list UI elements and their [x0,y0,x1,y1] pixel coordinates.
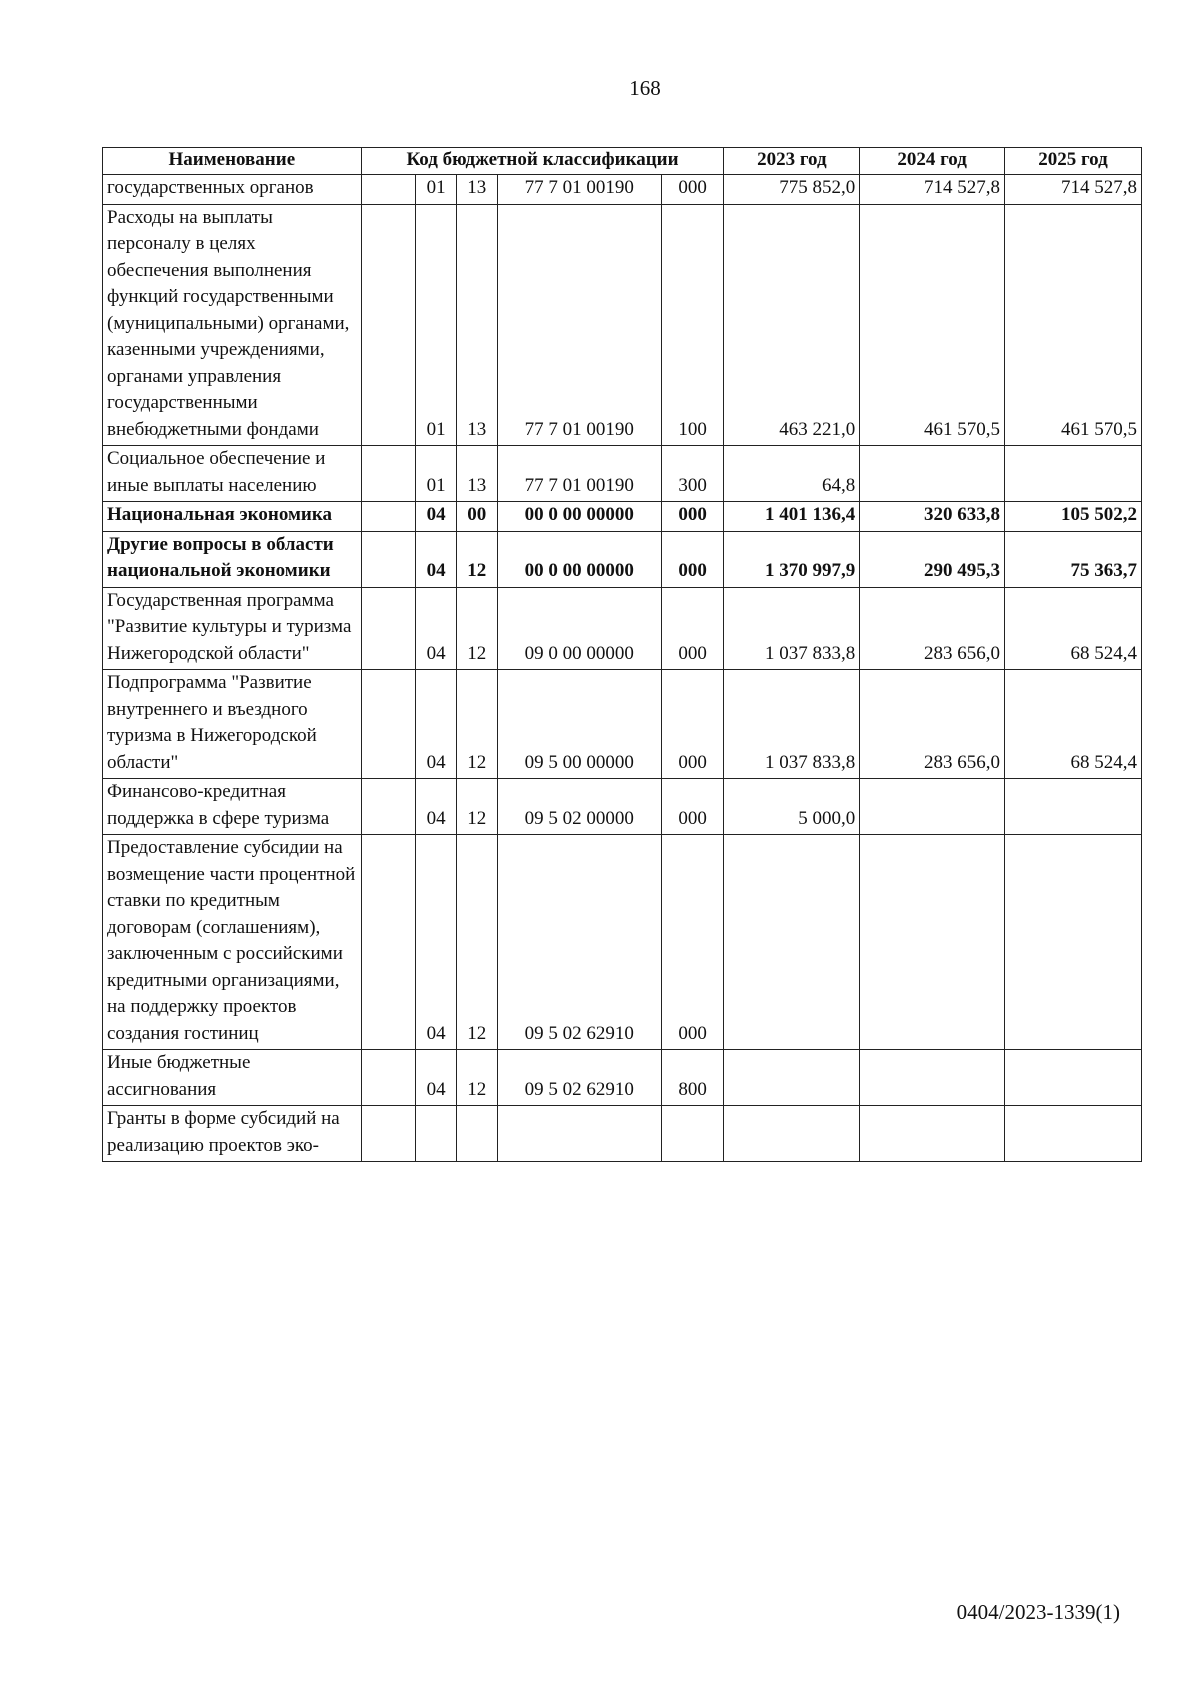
cell-code-subsection: 12 [456,779,497,835]
cell-name: Подпрограмма "Развитие внутреннего и въездного туризма в Нижегородской области" [103,670,362,779]
cell-2023 [724,1050,860,1106]
cell-2024 [860,446,1005,502]
table-row [103,1106,1142,1162]
cell-2023 [724,835,860,1050]
cell-code-target: 09 5 00 00000 [497,670,661,779]
header-2024: 2024 год [860,148,1005,175]
header-2025: 2025 год [1004,148,1141,175]
cell-2024 [860,1106,1005,1162]
cell-2023: 64,8 [724,446,860,502]
cell-code-section: 04 [416,531,457,587]
cell-2024 [860,1050,1005,1106]
cell-code-subsection: 12 [456,1050,497,1106]
cell-code-section: 04 [416,1050,457,1106]
cell-code-target: 77 7 01 00190 [497,204,661,446]
cell-code-expense-type: 000 [661,670,724,779]
cell-2024: 461 570,5 [860,204,1005,446]
cell-code-1 [361,502,416,532]
cell-code-section [416,1106,457,1162]
cell-code-section: 01 [416,446,457,502]
cell-code-subsection: 13 [456,175,497,205]
cell-code-subsection: 13 [456,446,497,502]
cell-code-1 [361,175,416,205]
cell-name: государственных органов [103,175,362,205]
table-body [103,175,1142,1162]
cell-code-expense-type: 000 [661,502,724,532]
cell-2025: 68 524,4 [1004,587,1141,670]
cell-name: Другие вопросы в области национальной экономики [103,531,362,587]
cell-code-section: 04 [416,587,457,670]
table-row [103,587,1142,670]
cell-code-target: 09 5 02 62910 [497,835,661,1050]
budget-table [102,147,1142,1162]
cell-code-1 [361,587,416,670]
cell-name: Государственная программа "Развитие культуры и туризма Нижегородской области" [103,587,362,670]
cell-code-1 [361,1106,416,1162]
cell-code-expense-type: 000 [661,175,724,205]
table-row [103,502,1142,532]
cell-code-target: 09 5 02 62910 [497,1050,661,1106]
cell-2023: 1 401 136,4 [724,502,860,532]
cell-code-expense-type [661,1106,724,1162]
cell-code-subsection: 12 [456,531,497,587]
table-row [103,531,1142,587]
cell-2023: 1 037 833,8 [724,587,860,670]
cell-code-1 [361,204,416,446]
cell-code-target: 00 0 00 00000 [497,502,661,532]
cell-2025 [1004,446,1141,502]
cell-name: Иные бюджетные ассигнования [103,1050,362,1106]
page-number: 168 [629,76,661,100]
cell-name: Гранты в форме субсидий на реализацию проектов эко- [103,1106,362,1162]
cell-name: Предоставление субсидии на возмещение части процентной ставки по кредитным договорам (соглашениям), заключенным с российскими кредитными организациями, на поддержку проектов создания гостиниц [103,835,362,1050]
cell-2025 [1004,1106,1141,1162]
table-row [103,670,1142,779]
table-row [103,446,1142,502]
cell-2023: 775 852,0 [724,175,860,205]
cell-2025: 714 527,8 [1004,175,1141,205]
cell-2025 [1004,1050,1141,1106]
cell-code-section: 04 [416,835,457,1050]
cell-2023: 463 221,0 [724,204,860,446]
cell-code-section: 04 [416,502,457,532]
table-row [103,835,1142,1050]
cell-code-expense-type: 800 [661,1050,724,1106]
cell-code-1 [361,531,416,587]
cell-code-expense-type: 100 [661,204,724,446]
cell-2025 [1004,779,1141,835]
cell-code-target: 77 7 01 00190 [497,175,661,205]
cell-code-expense-type: 000 [661,835,724,1050]
cell-code-1 [361,779,416,835]
cell-2024 [860,835,1005,1050]
table-row [103,204,1142,446]
cell-2024 [860,779,1005,835]
cell-code-subsection: 12 [456,835,497,1050]
table-header-row [103,148,1142,175]
cell-code-target: 00 0 00 00000 [497,531,661,587]
cell-2025: 68 524,4 [1004,670,1141,779]
cell-name: Социальное обеспечение и иные выплаты населению [103,446,362,502]
header-name: Наименование [103,148,362,175]
document-code: 0404/2023-1339(1) [956,1600,1120,1624]
cell-2023 [724,1106,860,1162]
cell-code-subsection: 13 [456,204,497,446]
cell-code-1 [361,1050,416,1106]
cell-name: Национальная экономика [103,502,362,532]
cell-code-subsection: 12 [456,670,497,779]
cell-2024: 283 656,0 [860,587,1005,670]
header-code: Код бюджетной классификации [361,148,724,175]
cell-2025: 105 502,2 [1004,502,1141,532]
table-row [103,779,1142,835]
cell-2025: 461 570,5 [1004,204,1141,446]
table-row [103,175,1142,205]
cell-2023: 5 000,0 [724,779,860,835]
cell-code-subsection: 12 [456,587,497,670]
cell-code-section: 04 [416,670,457,779]
cell-code-expense-type: 000 [661,531,724,587]
cell-code-section: 01 [416,204,457,446]
cell-code-expense-type: 300 [661,446,724,502]
cell-2023: 1 370 997,9 [724,531,860,587]
cell-code-target: 09 5 02 00000 [497,779,661,835]
cell-code-1 [361,835,416,1050]
table-row [103,1050,1142,1106]
cell-code-target [497,1106,661,1162]
cell-code-target: 77 7 01 00190 [497,446,661,502]
cell-2024: 283 656,0 [860,670,1005,779]
cell-code-section: 04 [416,779,457,835]
cell-2025 [1004,835,1141,1050]
cell-code-1 [361,446,416,502]
cell-name: Финансово-кредитная поддержка в сфере туризма [103,779,362,835]
cell-2023: 1 037 833,8 [724,670,860,779]
cell-code-section: 01 [416,175,457,205]
cell-2024: 320 633,8 [860,502,1005,532]
cell-2025: 75 363,7 [1004,531,1141,587]
cell-code-expense-type: 000 [661,587,724,670]
cell-2024: 290 495,3 [860,531,1005,587]
cell-code-subsection [456,1106,497,1162]
cell-code-target: 09 0 00 00000 [497,587,661,670]
cell-code-1 [361,670,416,779]
header-2023: 2023 год [724,148,860,175]
cell-code-subsection: 00 [456,502,497,532]
cell-name: Расходы на выплаты персоналу в целях обеспечения выполнения функций государственными (муниципальными) органами, казенными учреждениями, органами управления государственными внебюджетными фондами [103,204,362,446]
cell-code-expense-type: 000 [661,779,724,835]
cell-2024: 714 527,8 [860,175,1005,205]
